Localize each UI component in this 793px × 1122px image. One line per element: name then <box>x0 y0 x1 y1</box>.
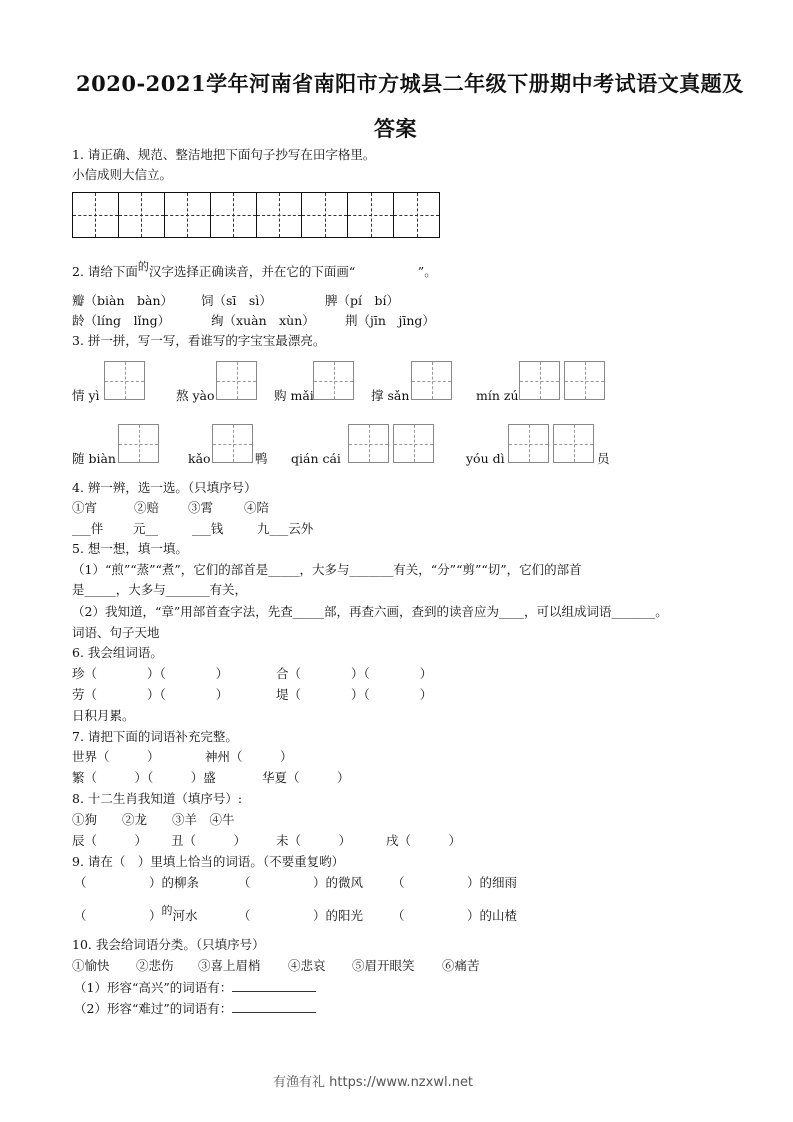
q5-line2[interactable]: 是_____，大多与_______有关， <box>72 582 248 597</box>
q3-label: 熬 yào <box>176 388 215 403</box>
q2-options[interactable]: （jīn jīng） <box>357 313 435 328</box>
q9-noun: 河水 <box>172 908 198 923</box>
q2-char: 龄 <box>72 313 85 328</box>
tianzige-box[interactable] <box>104 361 145 400</box>
grid-cell[interactable] <box>393 193 439 237</box>
q4-option: ④陪 <box>244 500 270 515</box>
q2-options[interactable]: （líng lǐng） <box>84 313 171 328</box>
q2-char: 绚 <box>211 313 224 328</box>
q3-label: 随 biàn <box>72 451 116 466</box>
q2-item[interactable] <box>345 313 435 329</box>
tianzige-box[interactable] <box>313 361 354 400</box>
tianzige-box[interactable] <box>118 424 159 463</box>
q9-blank[interactable]: （ ） <box>74 908 162 923</box>
q5-line1[interactable]: （1）“煎”“蒸”“煮”，它们的部首是_____，大多与_______有关，“分”“剪”“切”，它们的部首 <box>72 562 582 577</box>
q10-sub2-label: （2）形容“难过”的词语有： <box>74 1001 233 1016</box>
tianzige-box[interactable] <box>216 361 257 400</box>
q2-item[interactable] <box>72 293 173 309</box>
q2-item[interactable] <box>325 293 399 309</box>
grid-cell[interactable] <box>118 193 164 237</box>
q8-blank[interactable]: 戌（ ） <box>386 833 462 848</box>
q3-label: yóu dì <box>466 451 505 466</box>
grid-cell[interactable] <box>301 193 347 237</box>
q4-option: ①宵 <box>72 500 98 515</box>
grid-cell[interactable] <box>256 193 302 237</box>
q1-sentence: 小信成则大信立。 <box>72 167 173 182</box>
q10-option: ④悲哀 <box>288 958 326 973</box>
q9-sup: 的 <box>161 904 173 917</box>
q10-option: ⑤眉开眼笑 <box>352 958 415 973</box>
q3-label: qián cái <box>291 451 341 466</box>
q1-prompt: 1. 请正确、规范、整洁地把下面句子抄写在田字格里。 <box>72 147 376 162</box>
footer-watermark: 有渔有礼 https://www.nzxwl.net <box>273 1075 474 1090</box>
q3-label: mín zú <box>476 388 519 403</box>
q3-prompt: 3. 拼一拼，写一写，看谁写的字宝宝最漂亮。 <box>72 333 326 348</box>
q10-prompt: 10. 我会给词语分类。（只填序号） <box>72 937 265 952</box>
q3-label: 购 mǎi <box>274 388 314 403</box>
q2-char: 脾 <box>325 293 338 308</box>
tianzige-box[interactable] <box>411 361 452 400</box>
q4-blank[interactable]: 九___云外 <box>257 521 314 536</box>
q6-prompt: 6. 我会组词语。 <box>72 645 163 660</box>
q10-sub2[interactable] <box>74 1000 316 1017</box>
q2-options[interactable]: （xuàn xùn） <box>223 313 315 328</box>
tianzige-box[interactable] <box>519 361 560 400</box>
grid-cell[interactable] <box>347 193 393 237</box>
q9-item[interactable]: （ ）的细雨 <box>392 875 518 890</box>
q8-blank[interactable]: 辰（ ） <box>72 833 148 848</box>
tianzige-box[interactable] <box>212 424 253 463</box>
q4-blank[interactable]: ___钱 <box>192 521 224 536</box>
q10-option: ②悲伤 <box>136 958 174 973</box>
q6-item[interactable]: 堤（ ）（ ） <box>276 687 433 702</box>
q3-label: kǎo <box>188 451 211 466</box>
q2-prompt-sup: 的 <box>137 260 149 273</box>
q2-char: 瓣 <box>72 293 85 308</box>
tianzige-box[interactable] <box>508 424 549 463</box>
q8-blank[interactable]: 丑（ ） <box>171 833 247 848</box>
q2-item[interactable] <box>72 313 170 329</box>
q7-item[interactable]: 世界（ ） <box>72 749 160 764</box>
tianzige-box[interactable] <box>348 424 389 463</box>
tianzige-box[interactable] <box>393 424 434 463</box>
tianzige-box[interactable] <box>553 424 594 463</box>
q8-options: ①狗 ②龙 ③羊 ④牛 <box>72 812 235 827</box>
q7-item[interactable]: 华夏（ ） <box>262 770 350 785</box>
q2-char: 饲 <box>201 293 214 308</box>
grid-cell[interactable] <box>210 193 256 237</box>
q4-option: ③霄 <box>188 500 214 515</box>
q6-item[interactable]: 劳（ ）（ ） <box>72 687 229 702</box>
q2-options[interactable]: （sī sì） <box>213 293 272 308</box>
q6-item[interactable]: 珍（ ）（ ） <box>72 666 229 681</box>
q4-blank[interactable]: ___伴 <box>72 521 104 536</box>
q2-prompt-part: 2. 请给下面 <box>72 264 138 279</box>
q5-prompt: 5. 想一想，填一填。 <box>72 541 188 556</box>
q3-suffix: 鸭 <box>255 451 268 466</box>
answer-line[interactable] <box>232 979 316 992</box>
q10-option: ⑥痛苦 <box>442 958 480 973</box>
q2-prompt-part: 汉字选择正确读音，并在它的下面画“ ”。 <box>148 264 437 279</box>
q2-prompt <box>72 260 437 281</box>
page-title-line1: 2020-2021学年河南省南阳市方城县二年级下册期中考试语文真题及 <box>76 71 744 96</box>
section-heading: 日积月累。 <box>72 708 135 723</box>
tianzige-box[interactable] <box>564 361 605 400</box>
q3-label: 情 yì <box>72 388 100 403</box>
section-heading: 词语、句子天地 <box>72 625 160 640</box>
q8-prompt: 8. 十二生肖我知道（填序号）: <box>72 791 243 806</box>
q2-item[interactable] <box>211 313 315 329</box>
grid-cell[interactable] <box>164 193 210 237</box>
q4-prompt: 4. 辨一辨，选一选。（只填序号） <box>72 480 257 495</box>
page-title-line2: 答案 <box>374 116 417 141</box>
q2-options[interactable]: （biàn bàn） <box>84 293 174 308</box>
q4-blank[interactable]: 元__ <box>133 521 159 536</box>
q7-item[interactable]: 神州（ ） <box>205 749 293 764</box>
q7-prompt: 7. 请把下面的词语补充完整。 <box>72 729 238 744</box>
q10-sub1[interactable] <box>74 979 316 996</box>
q9-item[interactable]: （ ）的阳光 <box>238 908 364 923</box>
q9-item[interactable] <box>74 904 198 925</box>
q6-item[interactable]: 合（ ）（ ） <box>276 666 433 681</box>
q9-prompt: 9. 请在（ ）里填上恰当的词语。（不要重复哟） <box>72 854 345 869</box>
q9-item[interactable]: （ ）的山楂 <box>392 908 518 923</box>
q9-item[interactable]: （ ）的柳条 <box>74 875 200 890</box>
q3-suffix: 员 <box>597 451 610 466</box>
tianzige-grid[interactable] <box>72 192 440 238</box>
q10-sub1-label: （1）形容“高兴”的词语有： <box>74 980 233 995</box>
q4-option: ②赔 <box>134 500 160 515</box>
q5-line3[interactable]: （2）我知道，“章”用部首查字法，先查_____部，再查六画，查到的读音应为____，可以组成词语_______。 <box>72 604 668 619</box>
q8-blank[interactable]: 未（ ） <box>276 833 352 848</box>
q3-label: 撑 sǎn <box>371 388 410 403</box>
q2-char: 荆 <box>345 313 358 328</box>
q9-item[interactable]: （ ）的微风 <box>238 875 364 890</box>
q2-options[interactable]: （pí bí） <box>337 293 400 308</box>
q7-item[interactable]: 繁（ ）（ ）盛 <box>72 770 216 785</box>
q10-option: ③喜上眉梢 <box>198 958 261 973</box>
q10-option: ①愉快 <box>72 958 110 973</box>
grid-cell[interactable] <box>73 193 118 237</box>
answer-line[interactable] <box>232 1000 316 1013</box>
q2-item[interactable] <box>201 293 272 309</box>
